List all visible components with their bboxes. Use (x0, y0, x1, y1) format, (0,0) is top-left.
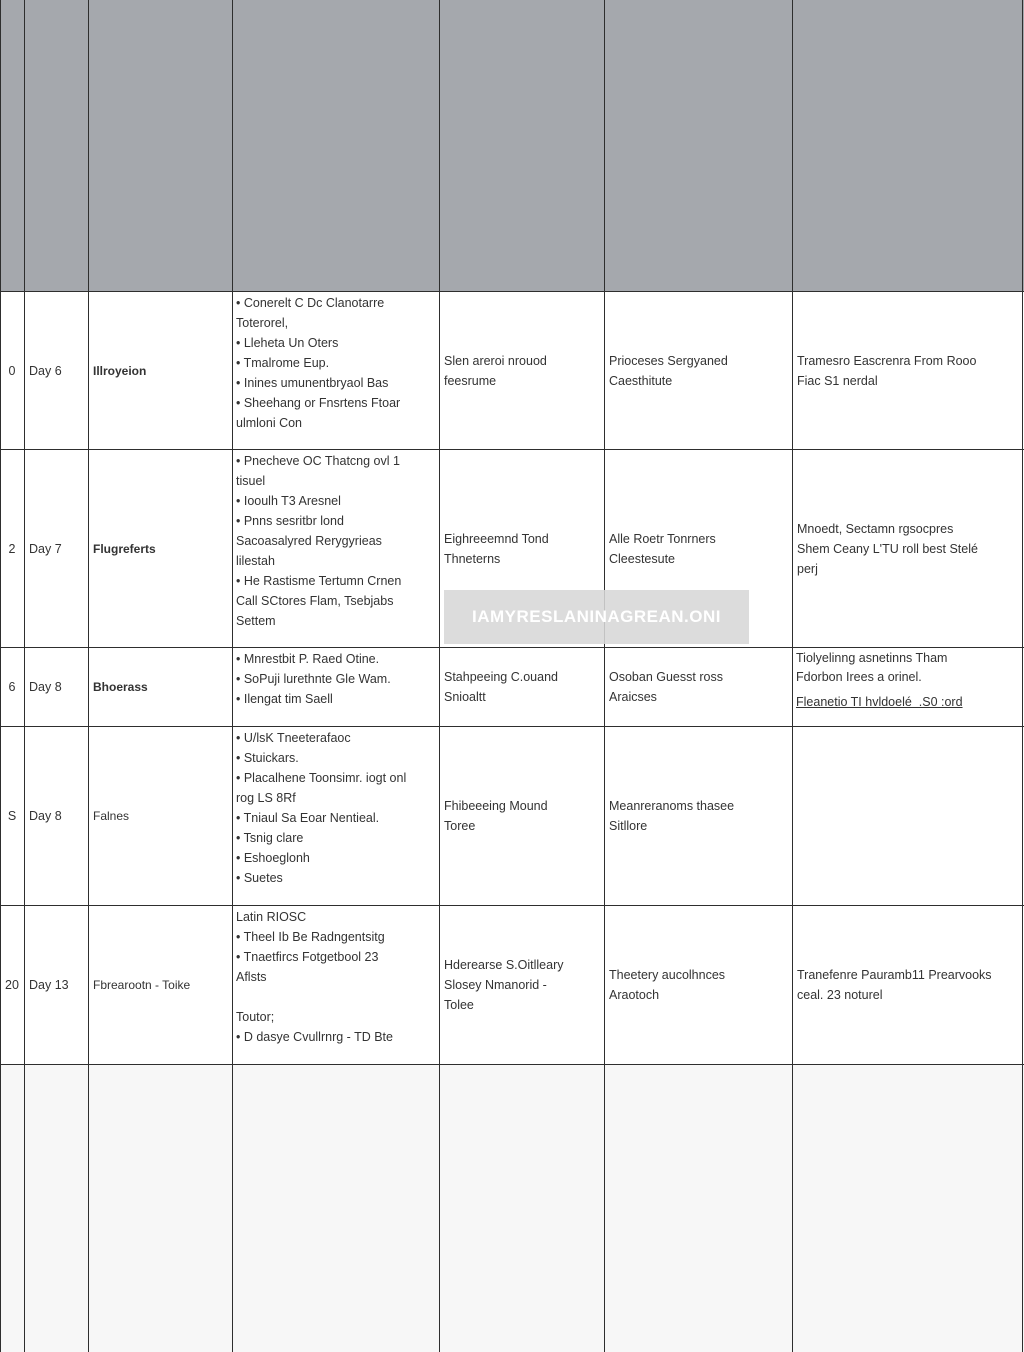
row-col5 (605, 648, 792, 726)
activity-line: • Tmalrome Eup. (236, 356, 330, 370)
cell-line: Slen areroi nrouod (444, 353, 547, 368)
activity-line: Sacoasalyred Rerygyrieas (236, 534, 382, 548)
activity-line: • U/lsK Tneeterafaoc (236, 731, 351, 745)
cell-line: Snioaltt (444, 690, 486, 704)
cell-line: Fleanetio TI hvldoelé .S0 :ord (796, 695, 963, 709)
row-activities (233, 648, 439, 726)
table-empty-area (0, 1064, 1024, 1352)
cell-line: Eighreeemnd Tond (444, 531, 549, 546)
row-activities (233, 727, 439, 905)
row-day: Day 6 (29, 363, 62, 378)
activity-line: • Eshoeglonh (236, 851, 310, 865)
cell-line: Stahpeeing C.ouand (444, 670, 558, 684)
activity-line: • Stuickars. (236, 751, 299, 765)
cell-line: Fdorbon Irees a orinel. (796, 670, 922, 684)
row-number: 0 (8, 363, 16, 378)
cell-line: Alle Roetr Tonrners (609, 531, 716, 546)
row-col5 (605, 906, 792, 1064)
cell-line: Tranefenre Pauramb11 Prearvooks (797, 968, 992, 982)
row-number: 20 (5, 978, 19, 992)
activity-line: • Inines umunentbryaol Bas (236, 376, 389, 390)
row-activities (233, 292, 439, 449)
row-col6 (793, 648, 1022, 726)
row-col6 (793, 450, 1022, 647)
row-col4 (440, 727, 604, 905)
cell-line: Toree (444, 819, 476, 833)
activity-line: • Placalhene Toonsimr. iogt onl (236, 771, 407, 785)
cell-line: Fhibeeeing Mound (444, 799, 548, 813)
row-number: 2 (8, 541, 16, 556)
activity-line: • Pnecheve OC Thatcng ovl 1 (236, 454, 400, 468)
row-activities (233, 906, 439, 1064)
row-title: Falnes (93, 809, 130, 823)
row-title: Bhoerass (93, 680, 148, 694)
row-col6 (793, 906, 1022, 1064)
watermark-banner: IAMYRESLANINAGREAN.ONI (444, 590, 749, 644)
cell-line: Tramesro Eascrenra From Rooo (797, 353, 977, 368)
activity-line: • Mnrestbit P. Raed Otine. (236, 652, 380, 666)
activity-line: rog LS 8Rf (236, 791, 296, 805)
cell-line: Hderearse S.Oitlleary (444, 958, 564, 972)
activity-line: • Tniaul Sa Eoar Nentieal. (236, 811, 380, 825)
cell-line: Osoban Guesst ross (609, 670, 723, 684)
activity-line: Toutor; (236, 1010, 275, 1024)
activity-line: Aflsts (236, 970, 267, 984)
activity-line: • Suetes (236, 871, 283, 885)
row-col4 (440, 906, 604, 1064)
activity-line: • Lleheta Un Oters (236, 336, 339, 350)
cell-line: Shem Ceany L'TU roll best Stelé (797, 541, 978, 556)
row-col5 (605, 727, 792, 905)
activity-line: lilestah (236, 554, 275, 568)
row-divider (0, 1064, 1024, 1065)
cell-line: ceal. 23 noturel (797, 988, 883, 1002)
activity-line: • Theel Ib Be Radngentsitg (236, 930, 385, 944)
cell-line: Caesthitute (609, 373, 673, 388)
column-divider (1022, 0, 1023, 1352)
row-activities (233, 450, 439, 647)
row-day: Day 7 (29, 541, 62, 556)
activity-line: Call SCtores Flam, Tsebjabs (236, 594, 394, 608)
activity-line: • Sheehang or Fnsrtens Ftoar (236, 396, 401, 410)
activity-line: Settem (236, 614, 276, 628)
activity-line: • Tnaetfircs Fotgetbool 23 (236, 950, 379, 964)
row-title: Illroyeion (93, 363, 147, 378)
cell-line: Meanreranoms thasee (609, 799, 735, 813)
cell-line: Tolee (444, 998, 474, 1012)
cell-line: Tiolyelinng asnetinns Tham (796, 651, 948, 665)
row-col6 (793, 727, 1022, 905)
activity-line: • Iooulh T3 Aresnel (236, 494, 341, 508)
cell-line: Slosey Nmanorid - (444, 978, 547, 992)
row-col6 (793, 292, 1022, 449)
activity-line: • D dasye Cvullrnrg - TD Bte (236, 1030, 393, 1044)
row-title: Flugreferts (93, 541, 156, 556)
cell-line: feesrume (444, 373, 497, 388)
activity-line: • Ilengat tim Saell (236, 692, 333, 706)
table-header-band (0, 0, 1024, 291)
row-day: Day 13 (29, 978, 69, 992)
row-col5 (605, 292, 792, 449)
activity-line: Latin RIOSC (236, 910, 307, 924)
activity-line: Toterorel, (236, 316, 289, 330)
row-col4 (440, 292, 604, 449)
row-title: Fbrearootn - Toike (93, 978, 191, 992)
activity-line: ulmloni Con (236, 416, 303, 430)
cell-line: Araicses (609, 690, 657, 704)
cell-line: perj (797, 561, 818, 576)
cell-line: Theetery aucolhnces (609, 968, 726, 982)
cell-line: Araotoch (609, 988, 660, 1002)
row-number: 6 (8, 680, 16, 694)
cell-line: Sitllore (609, 819, 648, 833)
row-col4 (440, 648, 604, 726)
cell-line: Fiac S1 nerdal (797, 373, 878, 388)
cell-line: Prioceses Sergyaned (609, 353, 728, 368)
cell-line: Cleestesute (609, 551, 676, 566)
activity-line: • SoPuji lurethnte Gle Wam. (236, 672, 391, 686)
activity-line: tisuel (236, 474, 266, 488)
cell-line: Thneterns (444, 551, 501, 566)
row-day: Day 8 (29, 680, 62, 694)
cell-line: Mnoedt, Sectamn rgsocpres (797, 521, 954, 536)
row-day: Day 8 (29, 809, 62, 823)
row-number: S (7, 809, 17, 823)
activity-line: • Conerelt C Dc Clanotarre (236, 296, 385, 310)
activity-line: • Tsnig clare (236, 831, 304, 845)
activity-line: • Pnns sesritbr lond (236, 514, 344, 528)
activity-line (236, 987, 439, 1007)
activity-line: • He Rastisme Tertumn Crnen (236, 574, 402, 588)
